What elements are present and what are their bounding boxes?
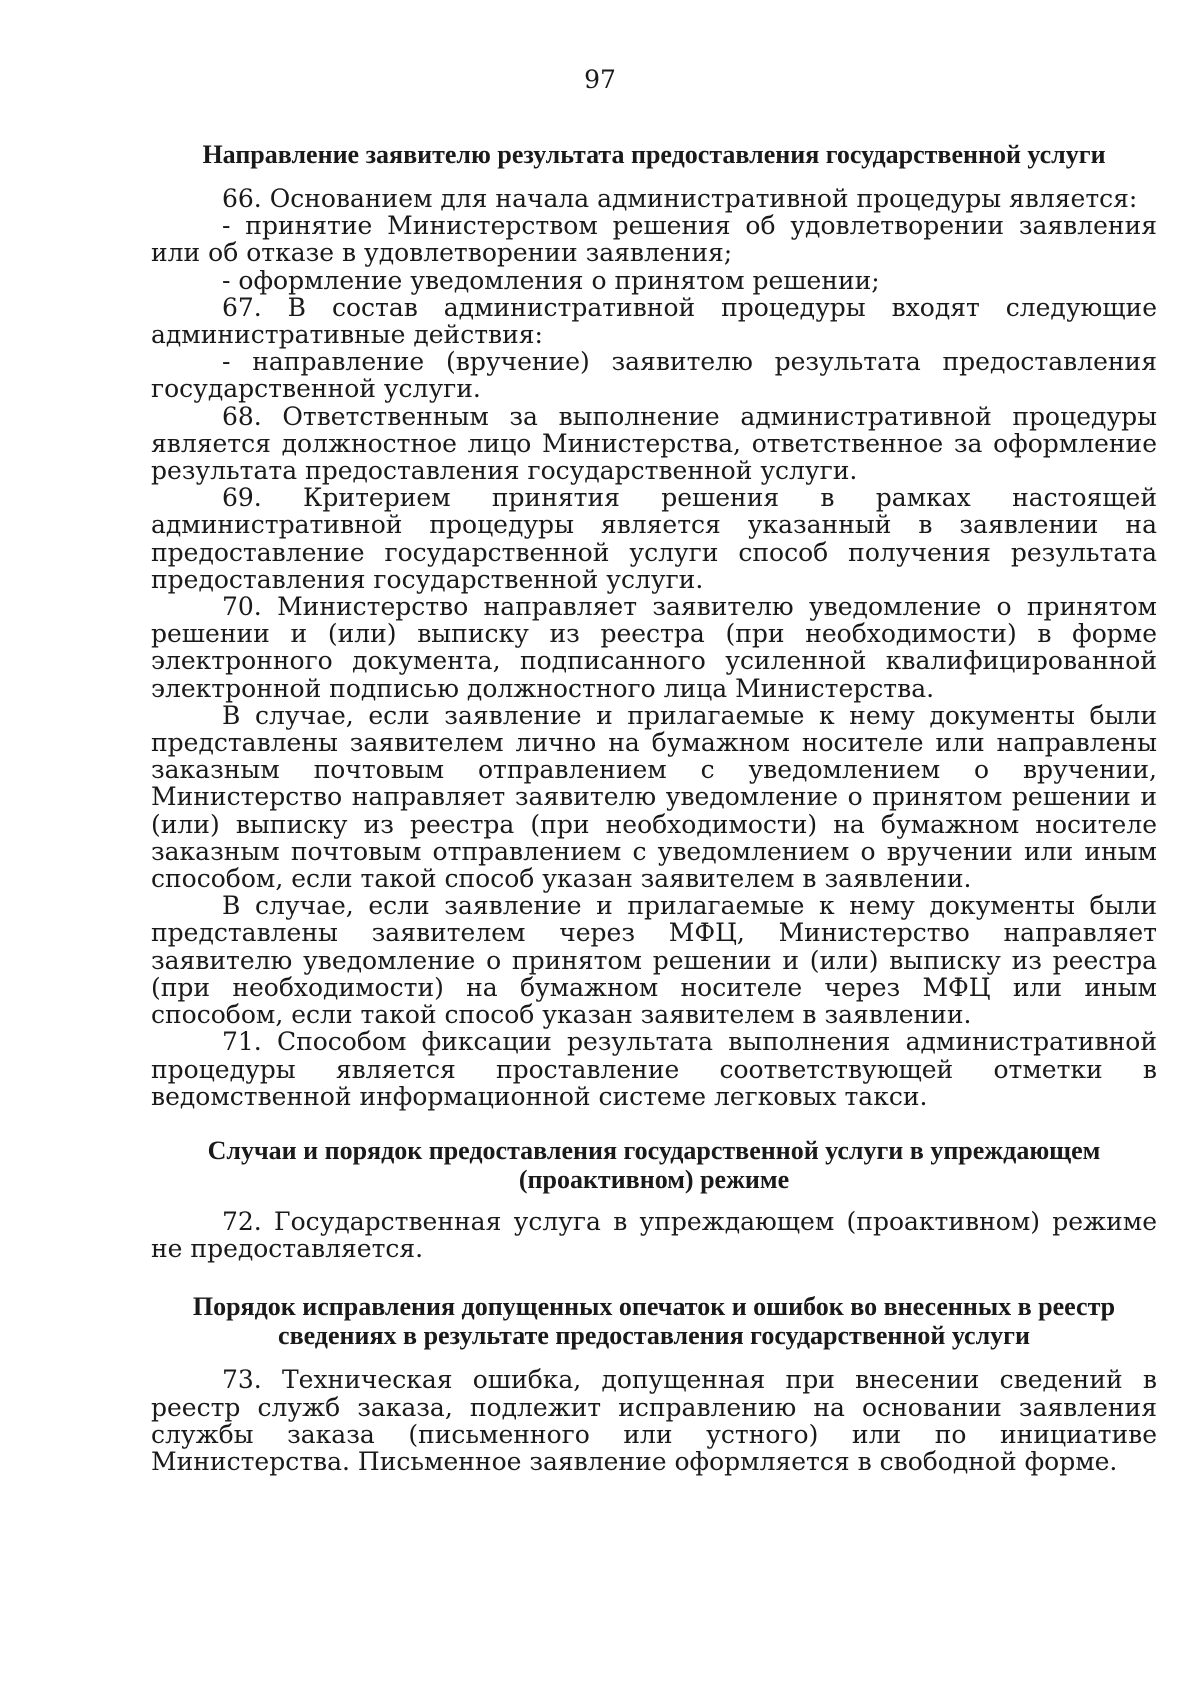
paragraph-72: 72. Государственная услуга в упреждающем (проактивном) режиме не предоставляется. (151, 1206, 1157, 1264)
paragraph-73: 73. Техническая ошибка, допущенная при внесении сведений в реестр служб заказа, подлежит исправлению на основании заявления службы заказа (письменного или устного) или по инициативе Министерства. Письменное заявление оформляется в свободной форме. (151, 1365, 1157, 1476)
paragraph-70: 70. Министерство направляет заявителю уведомление о принятом решении и (или) выписку из реестра (при необходимости) в форме электронного документа, подписанного усиленной квалифицированной электронной подписью должностного лица Министерства. (151, 592, 1157, 703)
paragraph-69: 69. Критерием принятия решения в рамках настоящей административной процедуры является указанный в заявлении на предоставление государственной услуги способ получения результата предоставления государственной услуги. (151, 483, 1157, 594)
list-item-decision: - принятие Министерством решения об удовлетворении заявления или об отказе в удовлетворении заявления; (151, 211, 1157, 268)
section-heading-corrections: Порядок исправления допущенных опечаток и ошибок во внесенных в реестр сведениях в результате предоставления государственной услуги (192, 1292, 1116, 1351)
page-number: 97 (584, 65, 616, 94)
paragraph-66: 66. Основанием для начала административной процедуры является: (222, 184, 1138, 213)
paragraph-67: 67. В состав административной процедуры входят следующие административные действия: (151, 292, 1157, 350)
section-heading-delivery: Направление заявителю результата предоставления государственной услуги (202, 140, 1106, 169)
document-body (151, 140, 1157, 1475)
list-item-notification: - оформление уведомления о принятом решении; (222, 265, 880, 295)
section-heading-proactive: Случаи и порядок предоставления государственной услуги в упреждающем (проактивном) режиме (207, 1135, 1101, 1194)
paragraph-71: 71. Способом фиксации результата выполнения административной процедуры является проставление соответствующей отметки в ведомственной информационной системе легковых такси. (151, 1027, 1157, 1111)
paragraph-70-mfc: В случае, если заявление и прилагаемые к нему документы были представлены заявителем через МФЦ, Министерство направляет заявителю уведомление о принятом решении и (или) выписку из реестра (при необходимости) на бумажном носителе через МФЦ или иным способом, если такой способ указан заявителем в заявлении. (151, 891, 1157, 1030)
paragraph-70-paper: В случае, если заявление и прилагаемые к нему документы были представлены заявителем лично на бумажном носителе или направлены заказным почтовым отправлением с уведомлением о вручении, Министерство направляет заявителю уведомление о принятом решении и (или) выписку из реестра (при необходимости) на бумажном носителе заказным почтовым отправлением с уведомлением о вручении или иным способом, если такой способ указан заявителем в заявлении. (151, 700, 1157, 894)
list-item-sending: - направление (вручение) заявителю результата предоставления государственной услуги. (151, 347, 1157, 404)
paragraph-68: 68. Ответственным за выполнение административной процедуры является должностное лицо Министерства, ответственное за оформление результата предоставления государственной услуги. (151, 401, 1157, 486)
